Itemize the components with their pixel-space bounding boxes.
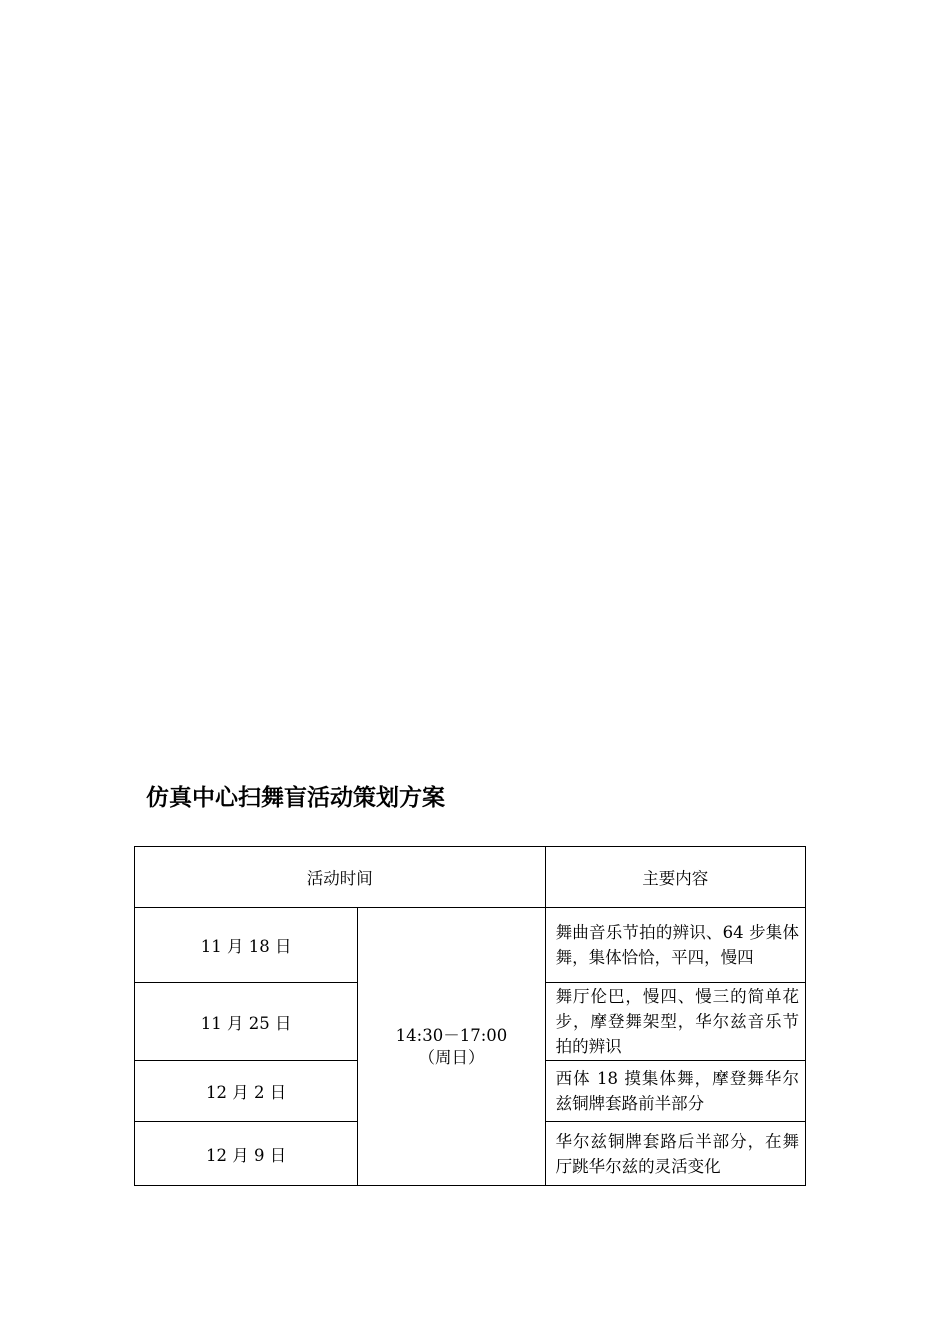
header-activity-time: 活动时间 bbox=[135, 847, 546, 908]
content-cell: 舞曲音乐节拍的辨识、64 步集体舞，集体恰恰，平四，慢四 bbox=[545, 908, 805, 983]
activity-schedule-table bbox=[134, 846, 806, 1186]
time-slot-weekday: （周日） bbox=[418, 1047, 485, 1067]
content-cell: 舞厅伦巴，慢四、慢三的简单花步，摩登舞架型，华尔兹音乐节拍的辨识 bbox=[545, 983, 805, 1061]
date-cell: 12 月 2 日 bbox=[135, 1061, 358, 1122]
date-cell: 12 月 9 日 bbox=[135, 1122, 358, 1186]
date-cell: 11 月 18 日 bbox=[135, 908, 358, 983]
content-cell: 西体 18 摸集体舞，摩登舞华尔兹铜牌套路前半部分 bbox=[545, 1061, 805, 1122]
document-title: 仿真中心扫舞盲活动策划方案 bbox=[146, 785, 445, 811]
content-cell: 华尔兹铜牌套路后半部分，在舞厅跳华尔兹的灵活变化 bbox=[545, 1122, 805, 1186]
header-main-content: 主要内容 bbox=[545, 847, 805, 908]
table-row bbox=[135, 908, 806, 983]
date-cell: 11 月 25 日 bbox=[135, 983, 358, 1061]
table-header-row bbox=[135, 847, 806, 908]
time-slot-hours: 14:30－17:00 bbox=[395, 1025, 508, 1045]
time-slot-cell bbox=[358, 908, 545, 1186]
